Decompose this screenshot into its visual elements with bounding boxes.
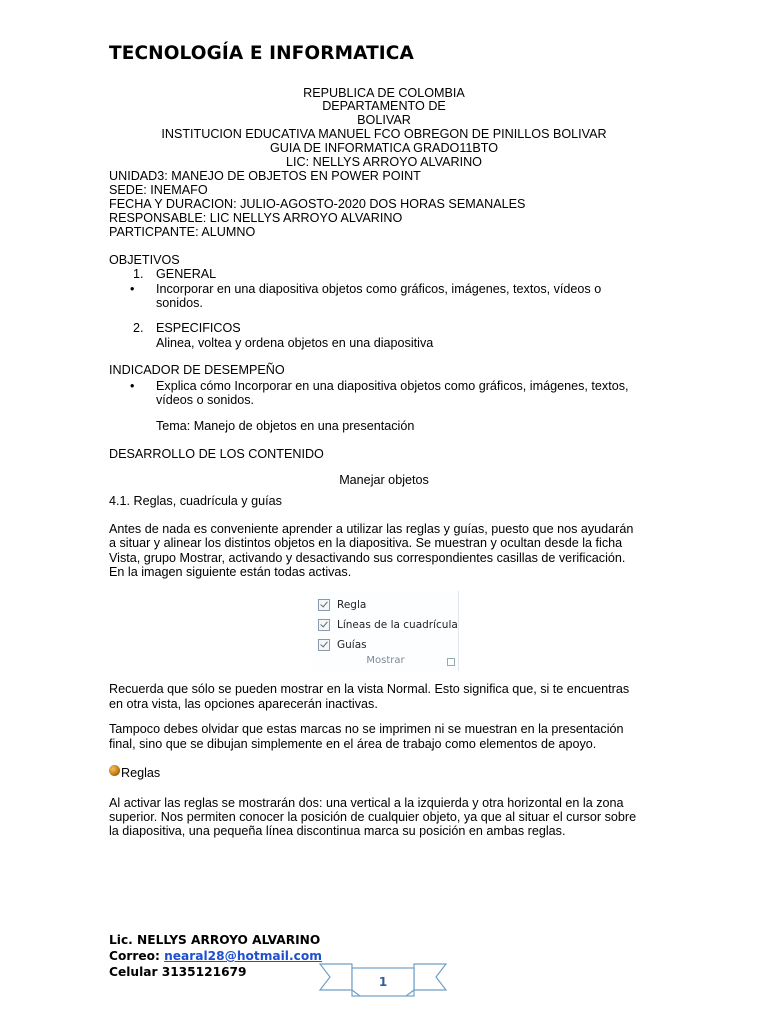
desarrollo-subtitle: Manejar objetos — [339, 473, 429, 487]
paragraph-4-line2: superior. Nos permiten conocer la posición de cualquier objeto, ya que al situar el cursor sobre — [109, 810, 637, 824]
info-fecha: FECHA Y DURACION: JULIO-AGOSTO-2020 DOS HORAS SEMANALES — [109, 197, 526, 211]
checkbox-checked-icon — [318, 639, 330, 651]
footer-correo — [109, 949, 322, 963]
footer-name: Lic. NELLYS ARROYO ALVARINO — [109, 933, 321, 947]
info-participante: PARTICPANTE: ALUMNO — [109, 225, 256, 239]
document-header-title: TECNOLOGÍA E INFORMATICA — [109, 43, 414, 64]
paragraph-2-line1: Recuerda que sólo se pueden mostrar en la vista Normal. Esto significa que, si te encuentras — [109, 682, 630, 696]
footer-correo-label: Correo: — [109, 949, 165, 963]
ribbon-group-label: Mostrar — [366, 655, 405, 666]
checkbox-checked-icon — [318, 599, 330, 611]
desarrollo-title: DESARROLLO DE LOS CONTENIDO — [109, 447, 324, 461]
indicador-title: INDICADOR DE DESEMPEÑO — [109, 363, 285, 377]
info-sede: SEDE: INEMAFO — [109, 183, 208, 197]
paragraph-4-line3: la diapositiva, una pequeña línea discontinua marca su posición en ambas reglas. — [109, 824, 566, 838]
indicador-text-line2: vídeos o sonidos. — [156, 393, 255, 407]
info-responsable: RESPONSABLE: LIC NELLYS ARROYO ALVARINO — [109, 211, 403, 225]
heading-line-department: DEPARTAMENTO DE — [322, 99, 446, 113]
footer-email-link[interactable]: nearal28@hotmail.com — [164, 949, 322, 963]
tema-line: Tema: Manejo de objetos en una presentación — [156, 419, 415, 433]
objetivo-especificos-number: 2. — [133, 321, 144, 335]
ribbon-mostrar-group — [313, 591, 459, 671]
objetivo-general-text-line1: Incorporar en una diapositiva objetos como gráficos, imágenes, textos, vídeos o — [156, 282, 602, 296]
bullet-icon: • — [130, 282, 135, 296]
paragraph-2-line2: en otra vista, las opciones aparecerán inactivas. — [109, 697, 378, 711]
dialog-launcher-icon — [447, 658, 455, 666]
objetivo-general-number: 1. — [133, 267, 144, 281]
paragraph-1-line3: Vista, grupo Mostrar, activando y desactivando sus correspondientes casillas de verificación. — [109, 551, 626, 565]
section-heading: 4.1. Reglas, cuadrícula y guías — [109, 494, 282, 508]
ribbon-item-label: Líneas de la cuadrícula — [337, 619, 458, 631]
ribbon-checkbox-regla — [318, 597, 366, 613]
ribbon-item-label: Regla — [337, 599, 367, 611]
ribbon-item-label: Guías — [337, 639, 367, 651]
checkbox-checked-icon — [318, 619, 330, 631]
objetivo-especificos-label: ESPECIFICOS — [156, 321, 241, 335]
footer-celular: Celular 3135121679 — [109, 965, 247, 979]
paragraph-4-line1: Al activar las reglas se mostrarán dos: una vertical a la izquierda y otra horizontal en la zona — [109, 796, 624, 810]
objetivos-title: OBJETIVOS — [109, 253, 180, 267]
ribbon-checkbox-guias — [318, 637, 367, 653]
heading-line-teacher: LIC: NELLYS ARROYO ALVARINO — [286, 155, 482, 169]
paragraph-1-line1: Antes de nada es conveniente aprender a utilizar las reglas y guías, puesto que nos ayudarán — [109, 522, 634, 536]
info-unidad: UNIDAD3: MANEJO DE OBJETOS EN POWER POINT — [109, 169, 421, 183]
bullet-ball-icon — [109, 765, 120, 776]
objetivo-general-label: GENERAL — [156, 267, 217, 281]
heading-line-guide: GUIA DE INFORMATICA GRADO11BTO — [269, 141, 499, 155]
bullet-icon: • — [130, 379, 135, 393]
indicador-text-line1: Explica cómo Incorporar en una diapositiva objetos como gráficos, imágenes, textos, — [156, 379, 629, 393]
reglas-label: Reglas — [121, 766, 161, 780]
paragraph-3-line1: Tampoco debes olvidar que estas marcas no se imprimen ni se muestran en la presentación — [109, 722, 624, 736]
heading-line-region: BOLIVAR — [357, 113, 411, 127]
heading-line-country: REPUBLICA DE COLOMBIA — [303, 86, 465, 100]
objetivo-especificos-text: Alinea, voltea y ordena objetos en una diapositiva — [156, 336, 434, 350]
ribbon-checkbox-lineas — [318, 617, 458, 633]
page-number: 1 — [378, 975, 388, 989]
paragraph-1-line2: a situar y alinear los distintos objetos en la diapositiva. Se muestran y ocultan desde la ficha — [109, 536, 623, 550]
paragraph-1-line4: En la imagen siguiente están todas activas. — [109, 565, 352, 579]
paragraph-3-line2: final, sino que se dibujan simplemente en el área de trabajo como elementos de apoyo. — [109, 737, 597, 751]
objetivo-general-text-line2: sonidos. — [156, 296, 203, 310]
heading-line-institution: INSTITUCION EDUCATIVA MANUEL FCO OBREGON DE PINILLOS BOLIVAR — [161, 127, 607, 141]
